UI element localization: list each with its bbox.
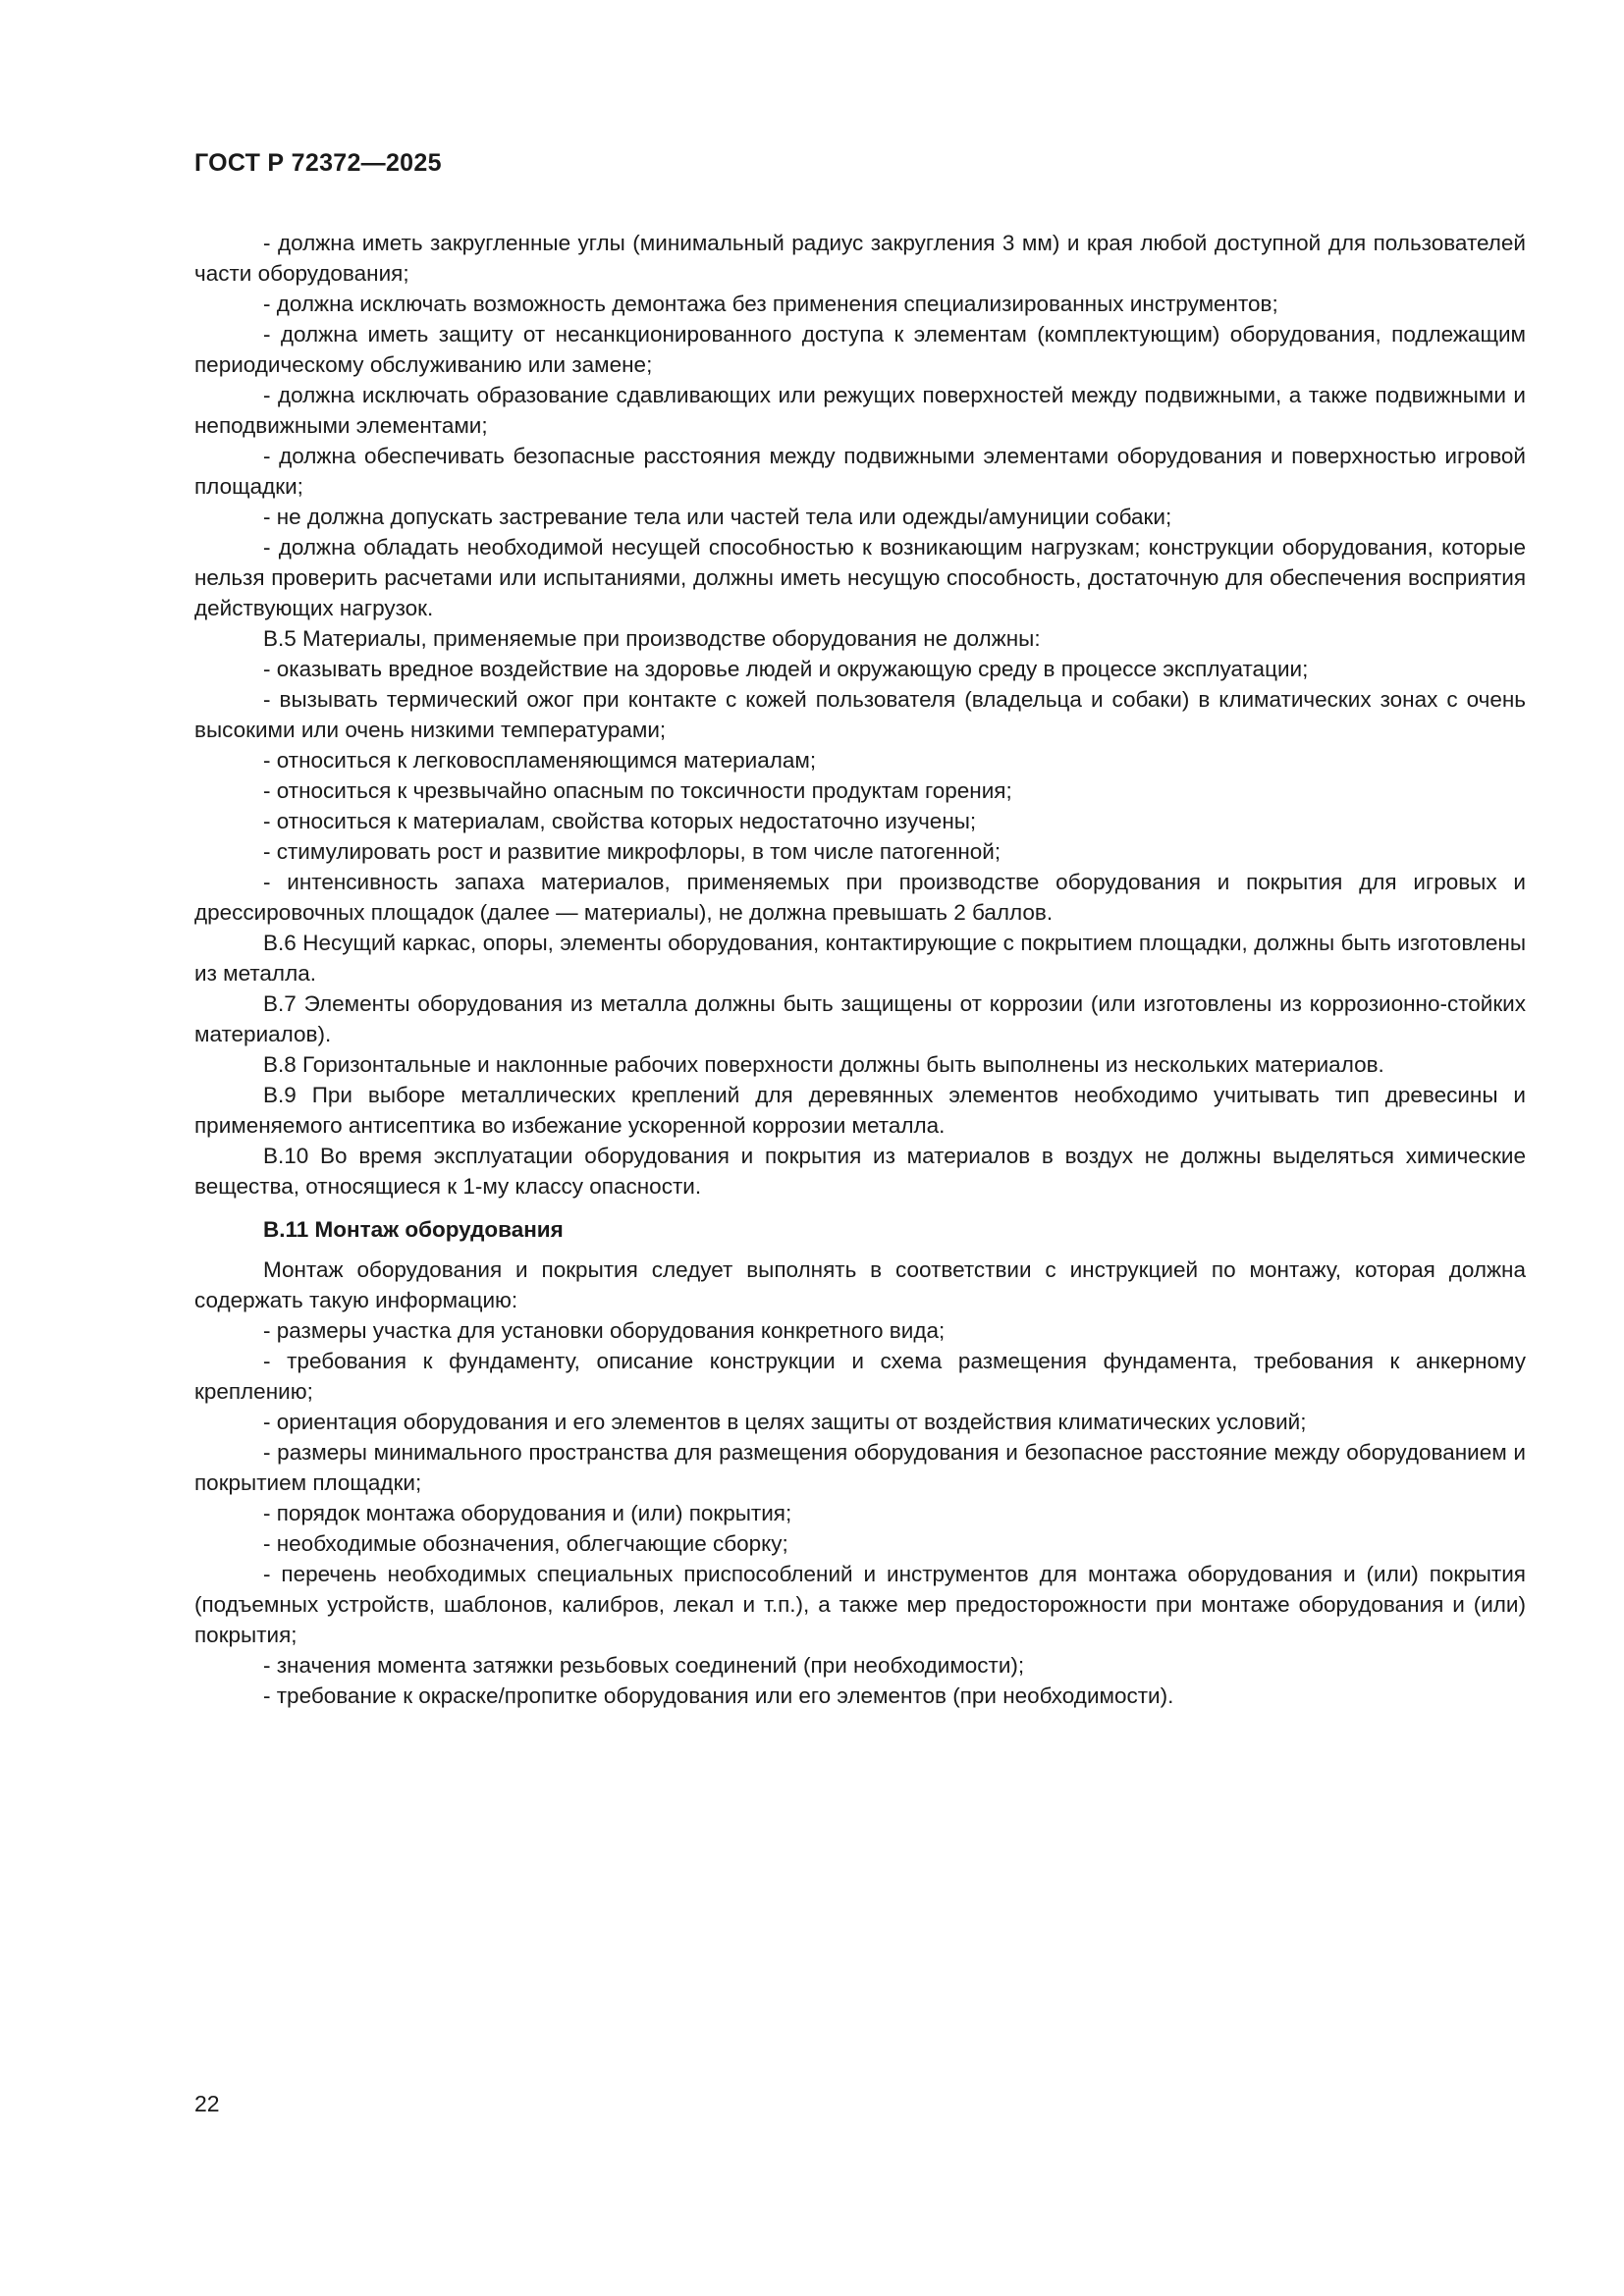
paragraph: - ориентация оборудования и его элементов в целях защиты от воздействия климатических условий; [263,1410,1307,1434]
section-heading: В.11 Монтаж оборудования [263,1217,564,1242]
paragraph: - относиться к материалам, свойства которых недостаточно изучены; [263,809,977,833]
paragraph: - порядок монтажа оборудования и (или) покрытия; [263,1501,792,1525]
paragraph: - перечень необходимых специальных приспособлений и инструментов для монтажа оборудования и (или) покрытия (подъемных устройств, шаблонов, калибров, лекал и т.п.), а также мер предосторожности при монтаже оборудования и (или) покрытия; [194,1562,1526,1647]
paragraph: - должна иметь защиту от несанкционированного доступа к элементам (комплектующим) оборудования, подлежащим периодическому обслуживанию или замене; [194,322,1526,377]
paragraph: - относиться к чрезвычайно опасным по токсичности продуктам горения; [263,778,1012,803]
paragraph: - должна исключать возможность демонтажа без применения специализированных инструментов; [263,292,1278,316]
paragraph: - относиться к легковоспламеняющимся материалам; [263,748,817,773]
paragraph: - размеры участка для установки оборудования конкретного вида; [263,1318,946,1343]
document-body [194,228,1526,1711]
paragraph: В.6 Несущий каркас, опоры, элементы оборудования, контактирующие с покрытием площадки, должны быть изготовлены из металла. [194,931,1526,986]
paragraph: - необходимые обозначения, облегчающие сборку; [263,1531,788,1556]
paragraph: В.5 Материалы, применяемые при производстве оборудования не должны: [263,626,1041,651]
document-header: ГОСТ Р 72372—2025 [194,149,442,177]
paragraph: - должна обладать необходимой несущей способностью к возникающим нагрузкам; конструкции оборудования, которые нельзя проверить расчетами или испытаниями, должны иметь несущую способность, достаточную для обеспечения восприятия действующих нагрузок. [194,535,1526,620]
paragraph: - требование к окраске/пропитке оборудования или его элементов (при необходимости). [263,1683,1174,1708]
paragraph: В.8 Горизонтальные и наклонные рабочих поверхности должны быть выполнены из нескольких материалов. [263,1052,1384,1077]
paragraph: В.9 При выборе металлических креплений для деревянных элементов необходимо учитывать тип древесины и применяемого антисептика во избежание ускоренной коррозии металла. [194,1083,1526,1138]
paragraph: Монтаж оборудования и покрытия следует выполнять в соответствии с инструкцией по монтажу, которая должна содержать такую информацию: [194,1257,1526,1312]
paragraph: - стимулировать рост и развитие микрофлоры, в том числе патогенной; [263,839,1001,864]
paragraph: - не должна допускать застревание тела или частей тела или одежды/амуниции собаки; [263,505,1172,529]
paragraph: В.7 Элементы оборудования из металла должны быть защищены от коррозии (или изготовлены из коррозионно-стойких материалов). [194,991,1526,1046]
paragraph: - значения момента затяжки резьбовых соединений (при необходимости); [263,1653,1025,1678]
paragraph: В.10 Во время эксплуатации оборудования и покрытия из материалов в воздух не должны выделяться химические вещества, относящиеся к 1-му классу опасности. [194,1144,1526,1199]
paragraph: - интенсивность запаха материалов, применяемых при производстве оборудования и покрытия для игровых и дрессировочных площадок (далее — материалы), не должна превышать 2 баллов. [194,870,1526,925]
paragraph: - оказывать вредное воздействие на здоровье людей и окружающую среду в процессе эксплуатации; [263,657,1309,681]
paragraph: - должна исключать образование сдавливающих или режущих поверхностей между подвижными, а также подвижными и неподвижными элементами; [194,383,1526,438]
paragraph: - должна обеспечивать безопасные расстояния между подвижными элементами оборудования и поверхностью игровой площадки; [194,444,1526,499]
paragraph: - должна иметь закругленные углы (минимальный радиус закругления 3 мм) и края любой доступной для пользователей части оборудования; [194,231,1526,286]
paragraph: - вызывать термический ожог при контакте с кожей пользователя (владельца и собаки) в климатических зонах с очень высокими или очень низкими температурами; [194,687,1526,742]
page-number: 22 [194,2091,220,2116]
paragraph: - размеры минимального пространства для размещения оборудования и безопасное расстояние между оборудованием и покрытием площадки; [194,1440,1526,1495]
paragraph: - требования к фундаменту, описание конструкции и схема размещения фундамента, требования к анкерному креплению; [194,1349,1526,1404]
